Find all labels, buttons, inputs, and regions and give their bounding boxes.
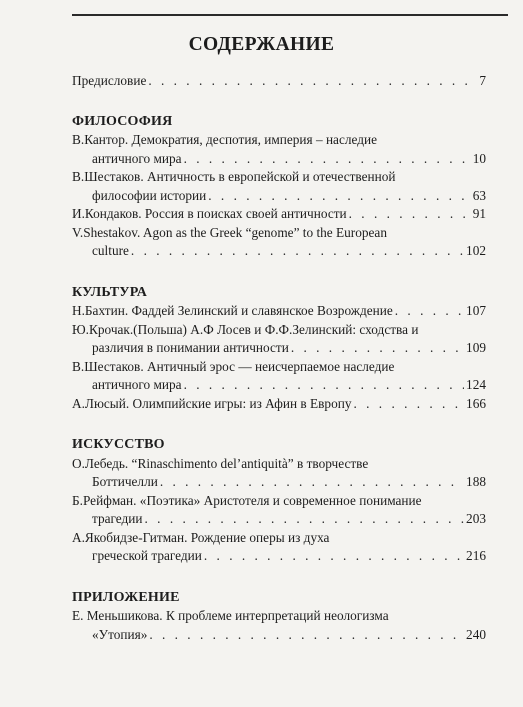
toc-page-number: 240 xyxy=(466,626,486,642)
section-heading: КУЛЬТУРА xyxy=(72,284,148,300)
dot-leader xyxy=(184,376,464,395)
dot-leader xyxy=(395,302,464,321)
dot-leader xyxy=(354,395,465,414)
toc-entry-title: Ю.Крочак.(Польша) А.Ф Лосев и Ф.Ф.Зелинский: сходства и xyxy=(72,321,419,337)
toc-entry xyxy=(72,302,486,321)
toc-entry-title-continued: философии истории xyxy=(92,187,207,203)
toc-page-number: 63 xyxy=(472,187,486,203)
toc-page-number: 10 xyxy=(472,150,486,166)
toc-page-number: 124 xyxy=(466,377,486,392)
toc-entry-title-continued: culture xyxy=(92,243,129,258)
dot-leader xyxy=(149,626,464,645)
toc-entry-title: Б.Рейфман. «Поэтика» Аристотеля и современное понимание xyxy=(72,492,422,508)
section-heading: ПРИЛОЖЕНИЕ xyxy=(72,589,180,605)
dot-leader xyxy=(349,205,471,224)
toc-entry xyxy=(72,455,486,492)
dot-leader xyxy=(145,510,465,529)
toc-entry-title-continued: различия в понимании античности xyxy=(92,340,289,355)
toc-page-number: 203 xyxy=(466,511,486,526)
section-heading: ИСКУССТВО xyxy=(72,437,165,452)
toc-page-number: 109 xyxy=(466,340,486,355)
toc-entry-title: О.Лебедь. “Rinaschimento del’antiquità” в творчестве xyxy=(72,455,369,471)
page-title: СОДЕРЖАНИЕ xyxy=(188,34,335,55)
toc-page-number: 216 xyxy=(466,548,486,563)
toc-entry-title: Предисловие xyxy=(72,73,147,88)
toc-entry xyxy=(72,607,486,644)
toc-entry xyxy=(72,321,486,358)
dot-leader xyxy=(208,187,470,206)
toc-entry-title: Е. Меньшикова. К проблеме интерпретаций неологизма xyxy=(72,608,389,623)
toc-page-number: 7 xyxy=(479,73,486,88)
toc-entry-title-continued: «Утопия» xyxy=(92,626,148,642)
top-rule xyxy=(72,14,508,16)
toc-entry-title-continued: трагедии xyxy=(92,511,143,526)
dot-leader xyxy=(291,339,464,358)
toc-entry xyxy=(72,529,486,566)
toc-entry-title-continued: Боттичелли xyxy=(92,474,158,489)
toc-sections xyxy=(72,91,486,645)
toc-entry-title: Н.Бахтин. Фаддей Зелинский и славянское Возрождение xyxy=(72,303,393,318)
dot-leader xyxy=(204,547,464,566)
toc-page-number: 166 xyxy=(466,395,486,411)
dot-leader xyxy=(160,473,464,492)
toc-entry xyxy=(72,395,486,414)
toc-entry-title: А.Люсый. Олимпийские игры: из Афин в Европу xyxy=(72,395,352,411)
toc-page-number: 91 xyxy=(472,206,486,221)
toc-entry-title-continued: античного мира xyxy=(92,150,182,166)
toc-entry-preface xyxy=(72,72,486,91)
toc-entry-title: В.Кантор. Демократия, деспотия, империя – наследие xyxy=(72,132,378,147)
section-heading: ФИЛОСОФИЯ xyxy=(72,113,173,129)
toc-entry-title: V.Shestakov. Agon as the Greek “genome” to the European xyxy=(72,224,387,240)
toc-entry xyxy=(72,492,486,529)
toc-entry-title-continued: античного мира xyxy=(92,377,182,392)
toc-entry-title: А.Якобидзе-Гитман. Рождение оперы из духа xyxy=(72,529,330,545)
toc-entry xyxy=(72,224,486,261)
table-of-contents xyxy=(72,72,486,644)
toc-entry xyxy=(72,358,486,395)
toc-entry-title: В.Шестаков. Античность в европейской и отечественной xyxy=(72,169,396,184)
toc-entry xyxy=(72,168,486,205)
toc-page-number: 102 xyxy=(466,243,486,258)
toc-entry-title-continued: греческой трагедии xyxy=(92,548,202,563)
toc-entry-title: В.Шестаков. Античный эрос — неисчерпаемое наследие xyxy=(72,358,395,374)
dot-leader xyxy=(131,242,464,261)
toc-page-number: 107 xyxy=(466,303,486,318)
toc-page-number: 188 xyxy=(466,474,486,489)
toc-entry xyxy=(72,205,486,224)
dot-leader xyxy=(148,72,477,91)
toc-entry-title: И.Кондаков. Россия в поисках своей античности xyxy=(72,206,347,221)
dot-leader xyxy=(184,150,471,169)
toc-entry xyxy=(72,131,486,168)
